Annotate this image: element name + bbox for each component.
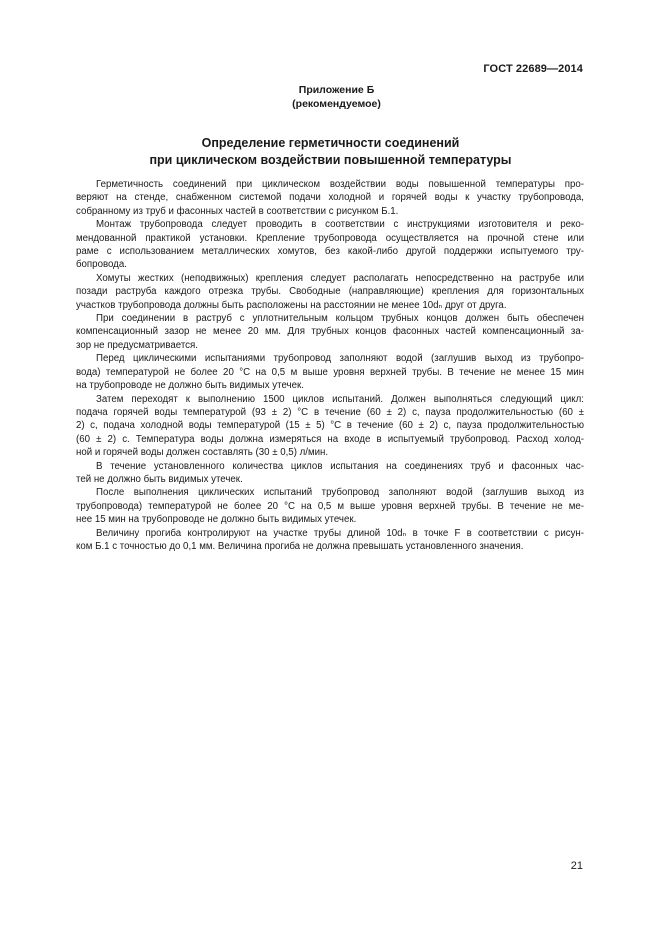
annex-status: (рекомендуемое) [292, 98, 381, 110]
paragraph-line: участков трубопровода должны быть расположены на расстоянии не менее 10dₙ друг от друга. [76, 299, 507, 311]
paragraph-line: нее 15 мин на трубопроводе не должно быть видимых утечек. [76, 514, 357, 526]
section-title [0, 135, 661, 169]
paragraph [76, 393, 584, 460]
paragraph-line: Перед циклическими испытаниями трубопровод заполняют водой (заглушив выход из трубопро- [96, 353, 584, 365]
paragraph-line: После выполнения циклических испытаний трубопровод заполняют водой (заглушив выход из [96, 487, 584, 499]
paragraph [76, 460, 584, 487]
paragraph-line: 2) с, подача холодной воды температурой (15 ± 5) °С в течение (60 ± 2) с, пауза продолжительностью [76, 420, 584, 432]
paragraph-line: трубопровода) температурой не более 20 °С на 0,5 м выше уровня верхней трубы. В течение не ме- [76, 500, 584, 512]
paragraph [76, 312, 584, 352]
paragraph-line: раме с использованием металлических хомутов, без какой-либо другой поддержки испытуемого тру- [76, 246, 584, 258]
paragraph-line: тей не должно быть видимых утечек. [76, 473, 243, 485]
paragraph [76, 486, 584, 526]
paragraph-line: Герметичность соединений при циклическом воздействии воды повышенной температуры про- [96, 179, 584, 190]
paragraph [76, 218, 584, 272]
paragraph-line: подача горячей воды температурой (93 ± 2) °С в течение (60 ± 2) с, пауза продолжительностью (60 ± [76, 406, 584, 418]
paragraph [76, 272, 584, 312]
paragraph-line: При соединении в раструб с уплотнительным кольцом трубных концов должен быть обеспечен [96, 313, 584, 325]
page-number: 21 [570, 860, 583, 872]
paragraph-line: мендованной практикой установки. Крепление трубопровода осуществляется на прочной стене или [76, 232, 584, 244]
section-title-line-2: при циклическом воздействии повышенной температуры [149, 153, 512, 167]
paragraph-line: вода) температурой не более 20 °С на 0,5 м выше уровня верхней трубы. В течение не менее 15 мин [76, 366, 584, 378]
paragraph-line: собранному из труб и фасонных частей в соответствии с рисунком Б.1. [76, 205, 399, 217]
paragraph-line: компенсационный зазор не менее 20 мм. Для трубных концов фасонных частей компенсационный за- [76, 326, 584, 338]
body-text [76, 178, 584, 553]
paragraph-line: позади раструба каждого отрезка трубы. Свободные (направляющие) крепления для горизонтальных [76, 286, 584, 298]
paragraph-line: В течение установленного количества циклов испытания на соединениях труб и фасонных час- [96, 460, 584, 472]
paragraph-line: веряют на стенде, снабженном системой подачи холодной и горячей воды к участку трубопровода, [76, 192, 584, 204]
paragraph [76, 178, 584, 218]
paragraph-line: ком Б.1 с точностью до 0,1 мм. Величина прогиба не должна превышать установленного значения. [76, 540, 524, 552]
paragraph [76, 352, 584, 392]
paragraph-line: ной и горячей воды должен составлять (30 ± 0,5) л/мин. [76, 447, 329, 459]
paragraph-line: бопровода. [76, 259, 127, 271]
paragraph-line: зор не предусматривается. [76, 339, 198, 351]
standard-code: ГОСТ 22689—2014 [483, 63, 583, 75]
paragraph-line: на трубопроводе не должно быть видимых утечек. [76, 380, 304, 392]
paragraph [76, 527, 584, 554]
section-title-line-1: Определение герметичности соединений [201, 136, 460, 150]
annex-title: Приложение Б [298, 84, 375, 96]
paragraph-line: (60 ± 2) с. Температура воды должна измеряться на входе в испытуемый трубопровод. Расход холод- [76, 433, 584, 445]
paragraph-line: Хомуты жестких (неподвижных) крепления следует располагать непосредственно на раструбе или [96, 272, 584, 284]
paragraph-line: Монтаж трубопровода следует проводить в соответствии с инструкциями изготовителя и реко- [96, 219, 584, 231]
annex-heading [0, 83, 661, 111]
paragraph-line: Величину прогиба контролируют на участке трубы длиной 10dₙ в точке F в соответствии с рисун- [96, 527, 584, 539]
paragraph-line: Затем переходят к выполнению 1500 циклов испытаний. Должен выполняться следующий цикл: [96, 393, 584, 405]
